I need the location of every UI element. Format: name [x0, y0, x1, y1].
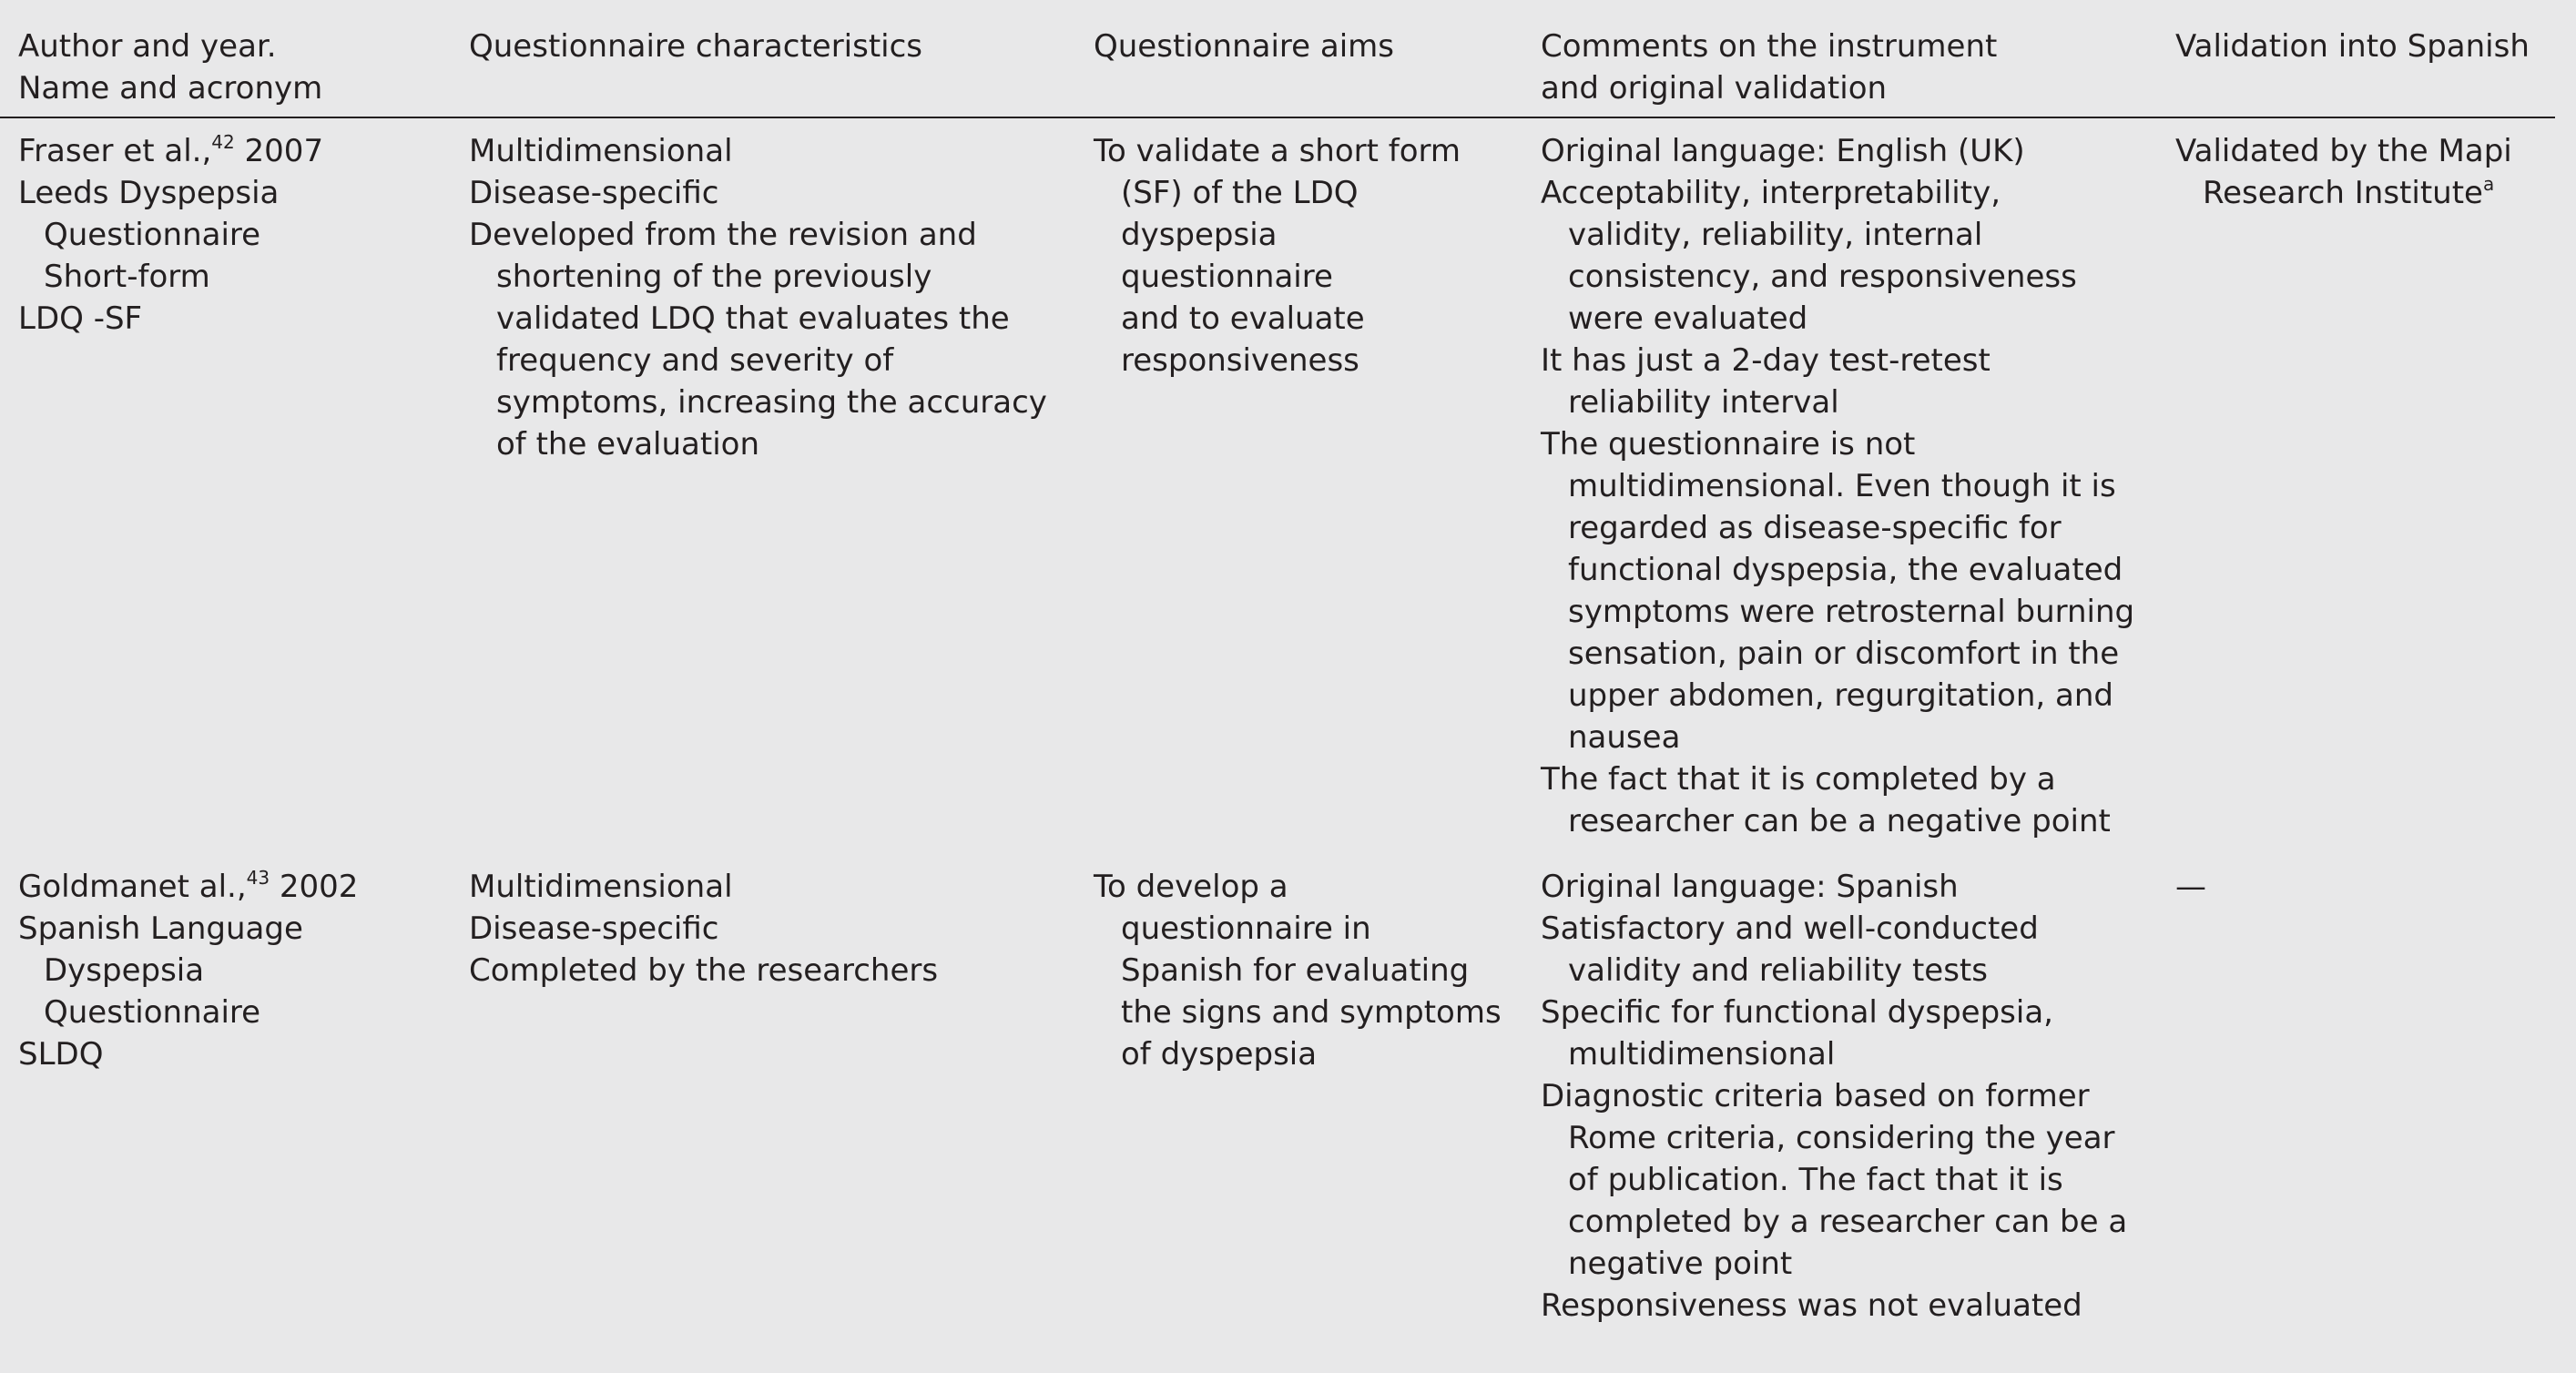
row2-validation-line: —: [2175, 869, 2206, 905]
row2-acronym: SLDQ: [18, 1036, 104, 1073]
row2-comment-line: multidimensional: [1568, 1036, 1836, 1073]
row1-comment-line: reliability interval: [1568, 384, 1839, 421]
row1-author-cell: [18, 130, 323, 340]
row2-title-line: Dyspepsia: [44, 952, 205, 989]
header-author-line-2: Name and acronym: [18, 70, 323, 107]
row2-aims-line: To develop a: [1094, 869, 1288, 905]
row2-aims-line: Spanish for evaluating: [1121, 952, 1470, 989]
row1-reference: 42: [211, 131, 235, 153]
header-validation-line-1: Validation into Spanish: [2175, 28, 2530, 65]
row1-validation-line: [2175, 172, 2512, 214]
row1-comment-line: symptoms were retrosternal burning: [1568, 594, 2135, 630]
row1-aims-line: To validate a short form: [1094, 133, 1461, 169]
row2-author-name: Goldmanet al.,: [18, 869, 247, 905]
row2-characteristic-line: Multidimensional: [469, 869, 733, 905]
row1-comment-line: multidimensional. Even though it is: [1568, 468, 2116, 504]
row2-aims-line: questionnaire in: [1121, 910, 1371, 947]
row1-aims-line: responsiveness: [1121, 342, 1359, 379]
row1-year: 2007: [234, 133, 324, 169]
row1-comment-line: were evaluated: [1568, 300, 1808, 337]
row2-comment-line: Diagnostic criteria based on former: [1541, 1078, 2090, 1114]
row2-reference: 43: [246, 867, 270, 889]
row1-characteristic-line: Developed from the revision and: [469, 217, 977, 253]
row1-comment-line: The fact that it is completed by a: [1541, 761, 2056, 798]
row1-validation-text: Research Institute: [2203, 175, 2483, 211]
row1-aims-cell: [1094, 130, 1461, 381]
header-comments: [1541, 25, 1997, 109]
row1-title-line: Questionnaire: [44, 217, 261, 253]
row2-comment-line: Satisfactory and well-conducted: [1541, 910, 2039, 947]
row1-footnote-marker: a: [2482, 173, 2495, 195]
row1-characteristic-line: validated LDQ that evaluates the: [496, 300, 1010, 337]
header-aims-line-1: Questionnaire aims: [1094, 28, 1394, 65]
row1-comment-line: validity, reliability, internal: [1568, 217, 1983, 253]
header-characteristics: [469, 25, 922, 67]
row1-aims-line: and to evaluate: [1121, 300, 1365, 337]
row2-characteristic-line: Disease-specific: [469, 910, 719, 947]
row1-comment-line: upper abdomen, regurgitation, and: [1568, 677, 2113, 714]
row1-comments-cell: [1541, 130, 2134, 842]
row1-aims-line: questionnaire: [1121, 259, 1333, 295]
row1-comment-line: It has just a 2-day test-retest: [1541, 342, 1991, 379]
row2-comment-line: Specific for functional dyspepsia,: [1541, 994, 2053, 1031]
row1-author-name: Fraser et al.,: [18, 133, 212, 169]
row1-characteristic-line: of the evaluation: [496, 426, 760, 463]
row1-comment-line: consistency, and responsiveness: [1568, 259, 2077, 295]
row2-aims-cell: [1094, 866, 1502, 1075]
row2-comment-line: of publication. The fact that it is: [1568, 1162, 2063, 1198]
row1-comment-line: sensation, pain or discomfort in the: [1568, 636, 2120, 672]
row1-author-line: [18, 130, 323, 172]
row2-validation-cell: [2175, 866, 2206, 908]
row2-comments-cell: [1541, 866, 2127, 1327]
row2-characteristics-cell: [469, 866, 938, 992]
row1-validation-line: Validated by the Mapi: [2175, 133, 2512, 169]
row1-aims-line: (SF) of the LDQ: [1121, 175, 1359, 211]
row2-characteristic-line: Completed by the researchers: [469, 952, 939, 989]
row2-year: 2002: [270, 869, 359, 905]
row2-title-line: Questionnaire: [44, 994, 261, 1031]
header-author-line-1: Author and year.: [18, 28, 277, 65]
header-rule: [0, 117, 2555, 118]
row1-characteristic-line: symptoms, increasing the accuracy: [496, 384, 1047, 421]
row2-author-line: [18, 866, 358, 908]
row1-title-line: Short-form: [44, 259, 210, 295]
row1-comment-line: functional dyspepsia, the evaluated: [1568, 552, 2123, 588]
row1-comment-line: researcher can be a negative point: [1568, 803, 2111, 839]
row1-acronym: LDQ -SF: [18, 300, 143, 337]
row1-characteristic-line: Multidimensional: [469, 133, 733, 169]
row2-author-cell: [18, 866, 358, 1075]
row1-comment-line: regarded as disease-specific for: [1568, 510, 2062, 546]
row2-aims-line: the signs and symptoms: [1121, 994, 1502, 1031]
row2-comment-line: negative point: [1568, 1246, 1793, 1282]
row2-title-line: Spanish Language: [18, 910, 303, 947]
row1-characteristic-line: frequency and severity of: [496, 342, 894, 379]
header-characteristics-line-1: Questionnaire characteristics: [469, 28, 923, 65]
row1-characteristics-cell: [469, 130, 1047, 465]
header-comments-line-2: and original validation: [1541, 70, 1888, 107]
row1-characteristic-line: shortening of the previously: [496, 259, 932, 295]
row2-comment-line: Original language: Spanish: [1541, 869, 1959, 905]
row2-comment-line: validity and reliability tests: [1568, 952, 1988, 989]
row1-comment-line: Original language: English (UK): [1541, 133, 2025, 169]
row1-characteristic-line: Disease-specific: [469, 175, 719, 211]
row1-validation-cell: [2175, 130, 2512, 214]
header-aims: [1094, 25, 1394, 67]
row2-aims-line: of dyspepsia: [1121, 1036, 1318, 1073]
row1-comment-line: nausea: [1568, 719, 1681, 756]
row2-comment-line: Responsiveness was not evaluated: [1541, 1287, 2082, 1324]
header-author: [18, 25, 322, 109]
row2-comment-line: completed by a researcher can be a: [1568, 1204, 2128, 1240]
header-comments-line-1: Comments on the instrument: [1541, 28, 1998, 65]
row1-comment-line: Acceptability, interpretability,: [1541, 175, 2001, 211]
row1-comment-line: The questionnaire is not: [1541, 426, 1916, 463]
row1-aims-line: dyspepsia: [1121, 217, 1278, 253]
header-validation: [2175, 25, 2530, 67]
row1-title-line: Leeds Dyspepsia: [18, 175, 280, 211]
row2-comment-line: Rome criteria, considering the year: [1568, 1120, 2115, 1156]
